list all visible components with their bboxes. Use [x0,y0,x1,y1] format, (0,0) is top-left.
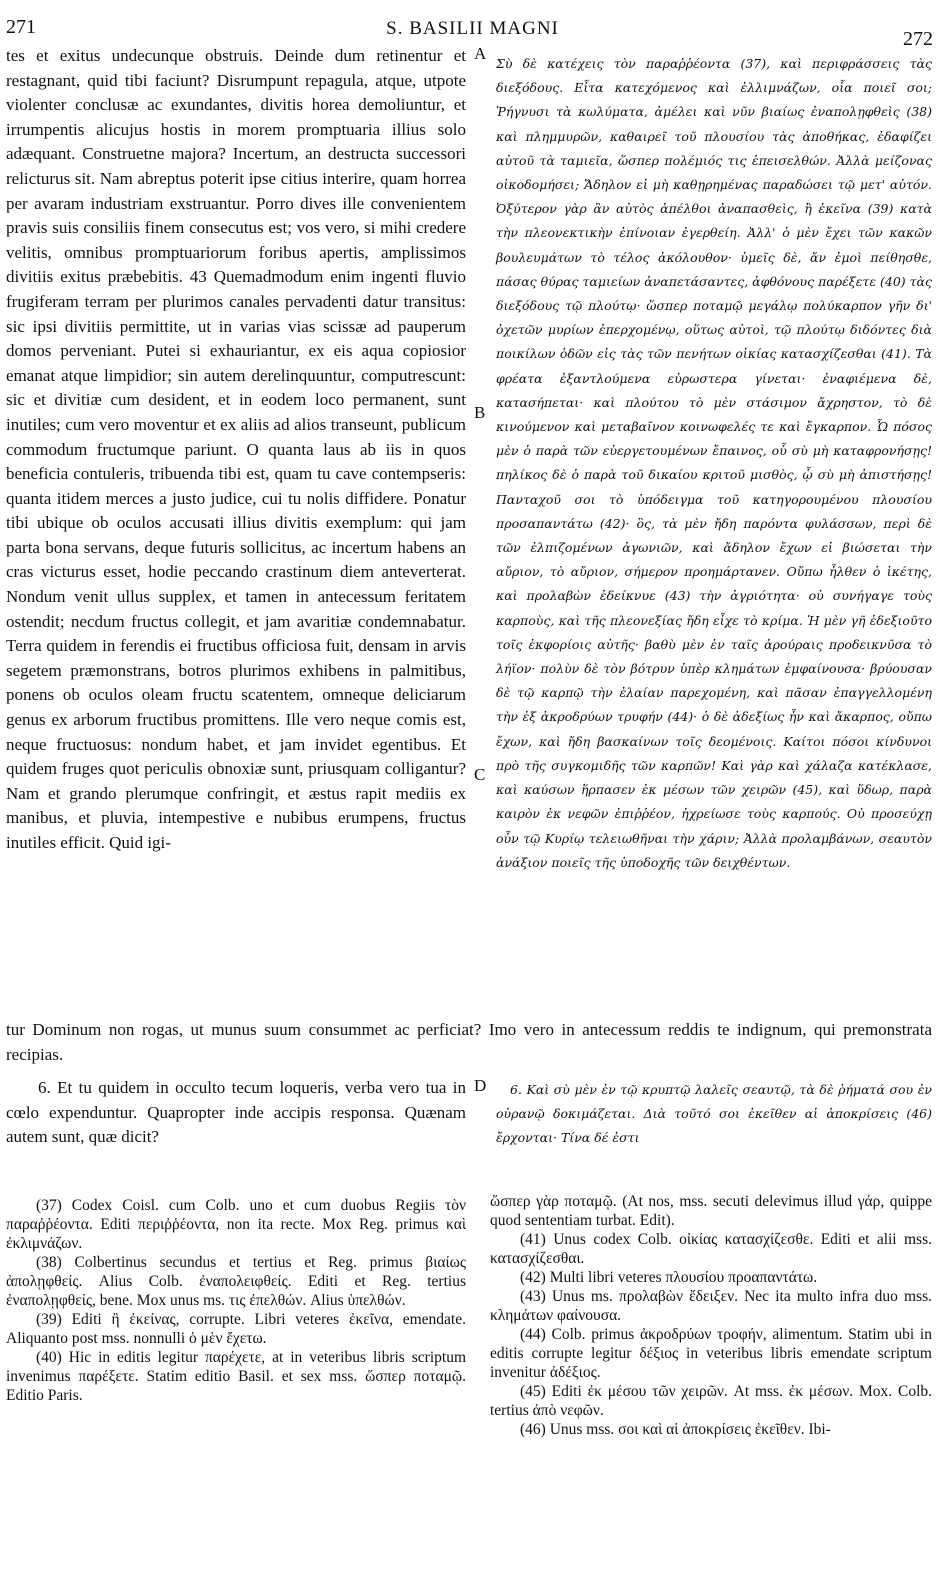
footnote: (45) Editi ἐκ μέσου τῶν χειρῶν. At mss. ἐκ μέσων. Mox. Colb. tertius ἀπὸ νεφῶν. [490,1383,932,1419]
margin-letter-c: C [474,765,486,784]
footnote: (40) Hic in editis legitur παρέχετε, at in veteribus libris scriptum invenimus παρέξετε. Statim editio Basil. et sex mss. ὥσπερ ποταμῷ. Editio Paris. [6,1349,466,1404]
footnote: (43) Unus ms. προλαβὼν ἔδειξεν. Nec ita multo infra duo mss. κλημάτων φαίνουσα. [490,1288,932,1324]
latin-section-6-text: 6. Et tu quidem in occulto tecum loqueris, verba vero tua in cœlo expenduntur. Quapropter inde accipis responsa. Quænam autem sunt, quæ dicit? [6,1078,466,1147]
greek-column [496,52,932,875]
footnote: (41) Unus codex Colb. οἰκίας κατασχίζεσθε. Editi et alii mss. κατασχίζεσθαι. [490,1231,932,1267]
latin-full-width-line [6,1018,932,1067]
latin-column [6,44,466,856]
greek-section-6-text: 6. Καὶ σὺ μὲν ἐν τῷ κρυπτῷ λαλεῖς σεαυτῷ, τὰ δὲ ῥήματά σου ἐν οὐρανῷ δοκιμάζεται. Διὰ τοῦτό σοι ἐκεῖθεν αἱ ἀποκρίσεις (46) ἔρχονται· Τίνα δέ ἐστι [496,1082,932,1146]
latin-paragraph: tes et exitus undecunque obstruis. Deinde dum retinentur et restagnant, quid tibi faciunt? Disrumpunt repagula, atque, utpote violenter conclusæ ac exundantes, divitis horea demoliuntur, et irrumpentis alicujus hostis in morem promptuaria illius solo adæquant. Construetne majora? Incertum, an destructa successori relicturus sit. Nam abreptus poterit ipse citius interire, quam horrea per avaram industriam exstruantur. Porro dives ille convenientem pravis suis consiliis finem consecutus est; vos vero, si mihi credere velitis, omnibus promptuariorum foribus apertis, amplissimos divitiis exitus præbebitis. 43 Quemadmodum enim ingenti fluvio frugiferam terram per plurimos canales pervadenti datur transitus: sic ipsi divitiis permittite, ut in varias vias scissæ ad pauperum domos perveniant. Putei si exhauriantur, ex eis aqua copiosior emanat atque limpidior; sin autem derelinquuntur, computrescunt: sic et divitiæ cum desident, et in eodem loco permanent, sunt inutiles; cum vero moventur et ex aliis ad alios transeunt, publicum commodum fructumque pariunt. O quanta laus ab iis in quos beneficia contuleris, tribuenda tibi est, quam tu cave contempseris: quanta itidem merces a justo judice, cui tu nolis diffidere. Ponatur tibi ubique ob oculos accusati illius divitis exemplum: qui jam parta bona servans, deque futuris sollicitus, ac incertum habens an cras victurus esset, hodie peccando crastinum diem anteverterat. Nondum venit ullus supplex, et tamen in antecessum feritatem ostendit; necdum fructus collegit, et jam avaritiæ condemnabatur. Terra quidem in ferendis ei fructibus officiosa fuit, densam in arvis segetem præmonstrans, botros plurimos exhibens in palmitibus, ponens ob oculos oleam fructu scatentem, omneque deliciarum genus ex arborum fructibus promittens. Ille vero neque comis est, neque fructuosus: nondum habet, et jam invidet egentibus. Et quidem fruges quot periculis obnoxiæ sunt, priusquam colligantur? Nam et grando plerumque confringit, et æstus rapit mediis ex manibus, et pluvia, intempestive e nubibus erumpens, fructus inutiles efficit. Quid igi- [6,46,466,852]
greek-section-6 [496,1078,932,1151]
margin-letter-b: B [474,403,486,422]
page-number-left: 271 [6,16,36,38]
footnote: ὥσπερ γὰρ ποταμῷ. (At nos, mss. secuti delevimus illud γάρ, quippe quod sententiam turbat. Edit). [490,1193,932,1229]
margin-letter-d: D [474,1076,487,1095]
running-title: S. BASILII MAGNI [386,18,559,39]
latin-section-6 [6,1076,466,1150]
footnote: (46) Unus mss. σοι καὶ αἱ ἀποκρίσεις ἐκεῖθεν. Ibi- [520,1421,831,1438]
greek-paragraph: Σὺ δὲ κατέχεις τὸν παραῤῥέοντα (37), καὶ περιφράσσεις τὰς διεξόδους. Εἶτα κατεχόμενος καὶ ἐλλιμνάζων, οἷα ποιεῖ σοι; Ῥήγνυσι τὰ κωλύματα, ἀμέλει καὶ νῦν βιαίως ἐναπολῃφθεὶς (38) καὶ πλημμυρῶν, καθαιρεῖ τοῦ πλουσίου τὰς ἀποθήκας, ἐδαφίζει αὐτοῦ τὰ ταμιεῖα, ὥσπερ πολέμιός τις ἐπεισελθών. Ἀλλὰ μείζονας οἰκοδομήσει; Ἄδηλον εἰ μὴ καθῃρημένας παραδώσει τῷ μετ' αὐτόν. Ὀξύτερον γὰρ ἂν αὐτὸς ἀπέλθοι ἀναπασθεὶς, ἢ ἐκεῖνα (39) κατὰ τὴν πλεονεκτικὴν ἐπίνοιαν ἐγερθείη. Ἀλλ' ὁ μὲν ἔχει τῶν κακῶν βουλευμάτων τὸ τέλος ἀκόλουθον· ὑμεῖς δὲ, ἄν ἐμοὶ πείθησθε, πάσας θύρας ταμιείων ἀναπετάσαντες, ἀφθόνους παρέξετε (40) τὰς διεξόδους τῷ πλούτῳ· ὥσπερ ποταμῷ μεγάλῳ πολύκαρπον γῆν δι' ὀχετῶν μυρίων ἐπερχομένῳ, οὕτως αὐτοὶ, τῷ πλούτῳ διδόντες διὰ ποικίλων ὁδῶν εἰς τὰς τῶν πενήτων οἰκίας κατασχίζεσθαι (41). Τὰ φρέατα ἐξαντλούμενα εὐρωστερα γίνεται· ἐναφιέμενα δὲ, κατασήπεται· καὶ πλούτου τὸ μὲν στάσιμον ἄχρηστον, τὸ δὲ κινούμενον καὶ μεταβαῖνον κοινωφελές τε καὶ ἔγκαρπον. Ὦ πόσος μὲν ὁ παρὰ τῶν εὐεργετουμένων ἔπαινος, οὗ σὺ μὴ καταφρονήσῃς! πηλίκος δὲ ὁ παρὰ τοῦ δικαίου κριτοῦ μισθὸς, ᾧ σὺ μὴ ἀπιστήσῃς! Πανταχοῦ σοι τὸ ὑπόδειγμα τοῦ κατηγορουμένου πλουσίου προσαπαντάτω (42)· ὃς, τὰ μὲν ἤδη παρόντα φυλάσσων, περὶ δὲ τῶν ἐλπιζομένων ἀγωνιῶν, καὶ ἄδηλον ἔχων εἰ βιώσεται τὴν αὔριον, τὸ αὔριον, σήμερον προημάρτανεν. Οὔπω ἦλθεν ὁ ἱκέτης, καὶ προλαβὼν ἐδείκνυε (43) τὴν ἀγριότητα· οὐ συνήγαγε τοὺς καρποὺς, καὶ τῆς πλεονεξίας ἤδη εἶχε τὸ κρίμα. Ἡ μὲν γῆ ἐδεξιοῦτο τοῖς ἐκφορίοις αὐτῆς· βαθὺ μὲν ἐν ταῖς ἀρούραις προδεικνῦσα τὸ λήϊον· πολὺν δὲ τὸν βότρυν ὑπὲρ κλημάτων ἐμφαίνουσα· βρύουσαν δὲ τῷ καρπῷ τὴν ἐλαίαν παρεχομένη, καὶ πᾶσαν ἐπαγγελλομένη τὴν ἐξ ἀκροδρύων τρυφήν (44)· ὁ δὲ ἀδεξίως ἦν καὶ ἄκαρπος, οὔπω ἔχων, καὶ ἤδη βασκαίνων τοῖς δεομένοις. Καίτοι πόσοι κίνδυνοι πρὸ τῆς συγκομιδῆς τῶν καρπῶν! Καὶ γὰρ καὶ χάλαζα κατέκλασε, καὶ καύσων ἥρπασεν ἐκ μέσων τῶν χειρῶν (45), καὶ ὕδωρ, παρὰ καιρὸν ἐκ νεφῶν ἐπιῤῥέον, ἠχρείωσε τοὺς καρπούς. Οὐ προσεύχῃ οὖν τῷ Κυρίῳ τελειωθῆναι τὴν χάριν; Ἀλλὰ προλαμβάνων, σεαυτὸν ἀνάξιον ποιεῖς τῆς ὑποδοχῆς τῶν δειχθέντων. [496,56,932,870]
page-number-right: 272 [903,28,933,50]
footnote: (44) Colb. primus ἀκροδρύων τροφήν, alimentum. Statim ubi in editis corrupte legitur δέξιος in veteribus libris emendate scriptum invenitur ἀδέξιος. [490,1326,932,1381]
latin-continuation: tur Dominum non rogas, ut munus suum consummet ac perficiat? Imo vero in antecessum reddis te indignum, qui premonstrata recipias. [6,1020,932,1064]
footnotes-left [6,1196,466,1405]
footnotes-right [490,1192,932,1439]
footnote: (38) Colbertinus secundus et tertius et Reg. primus βιαίως ἀπολῃφθείς. Alius Colb. ἐναπολειφθείς. Editi et Reg. tertius ἐναπολῃφθείς, bene. Mox unus ms. τις ἐπελθών. Alius ὑπελθών. [6,1254,466,1309]
footnote: (37) Codex Coisl. cum Colb. uno et cum duobus Regiis τὸν παραῤῥέοντα. Editi περιῤῥέοντα, non ita recte. Mox Reg. primus καὶ ἐκλιμνάζων. [6,1197,466,1252]
footnote: (39) Editi ἢ ἐκείνας, corrupte. Libri veteres ἐκεῖνα, emendate. Aliquanto post mss. nonnulli ὁ μὲν ἔχετω. [6,1311,466,1347]
margin-letter-a: A [474,44,487,63]
footnote: (42) Multi libri veteres πλουσίου προαπαντάτω. [520,1269,818,1286]
